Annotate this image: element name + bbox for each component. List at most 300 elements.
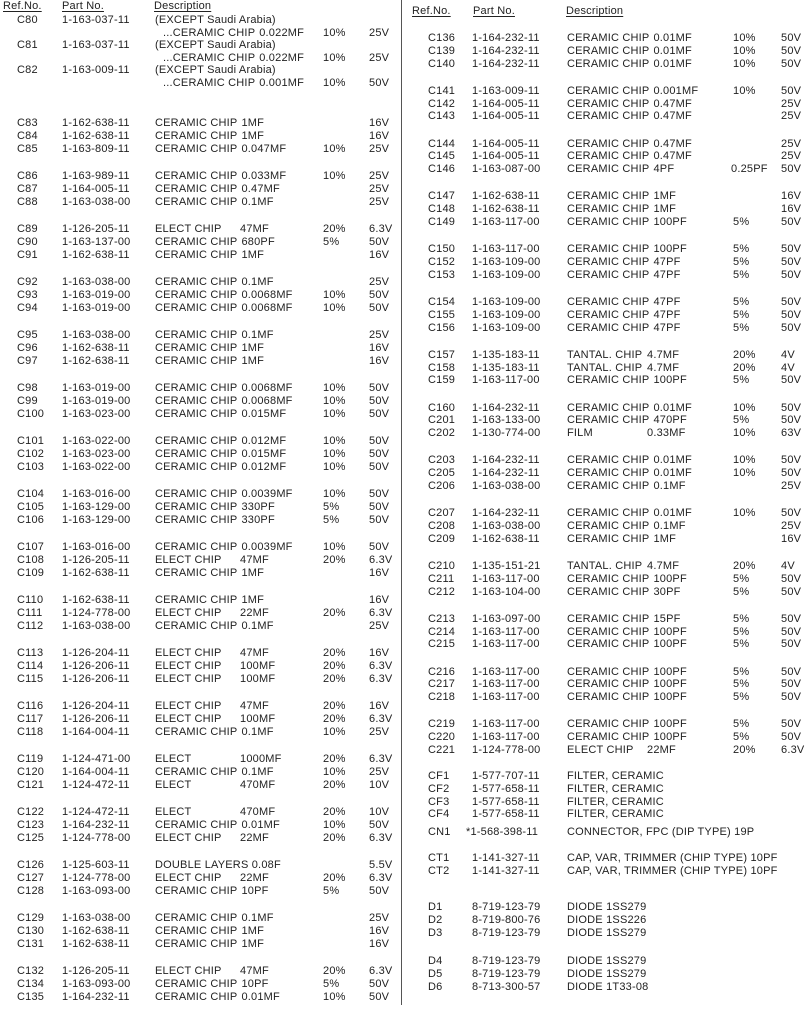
voltage: 16V xyxy=(369,924,390,937)
description: CERAMIC CHIP xyxy=(155,619,238,632)
value: 0.033MF xyxy=(241,170,287,182)
ref-no: D4 xyxy=(428,955,443,967)
value: 1MF xyxy=(241,117,265,129)
description: ...CERAMIC CHIP xyxy=(163,76,256,89)
description: CERAMIC CHIP xyxy=(567,256,650,268)
tolerance: 20% xyxy=(323,223,346,235)
voltage: 6.3V xyxy=(369,553,393,566)
description: (EXCEPT Saudi Arabia) xyxy=(155,14,276,26)
part-no: 1-164-232-11 xyxy=(472,454,540,467)
value: 0.0068MF xyxy=(241,301,293,314)
tolerance: 5% xyxy=(323,500,340,513)
voltage: 50V xyxy=(781,467,802,480)
part-no: 1-141-327-11 xyxy=(472,852,540,864)
description: CERAMIC CHIP xyxy=(567,467,650,480)
voltage: 6.3V xyxy=(369,672,393,685)
part-no: 8-719-123-79 xyxy=(472,926,541,939)
description: CERAMIC CHIP xyxy=(567,507,650,520)
description: ELECT xyxy=(155,806,192,818)
part-no: 1-163-019-00 xyxy=(62,288,131,301)
voltage: 50V xyxy=(781,321,802,334)
description: CERAMIC CHIP xyxy=(155,129,238,142)
tolerance: 20% xyxy=(323,753,346,765)
ref-no: C128 xyxy=(17,884,45,897)
description: CERAMIC CHIP xyxy=(155,182,238,195)
part-no: 1-163-117-00 xyxy=(472,665,540,678)
voltage: 25V xyxy=(781,150,802,163)
tolerance: 10% xyxy=(323,51,346,64)
value: 0.1MF xyxy=(241,276,274,288)
tolerance: 5% xyxy=(733,414,750,427)
description: CERAMIC CHIP xyxy=(567,57,650,70)
voltage: 50V xyxy=(781,638,802,651)
ref-no: C130 xyxy=(17,924,45,937)
value: 470MF xyxy=(240,778,276,791)
tolerance: 5% xyxy=(733,296,750,308)
part-no: 1-163-019-00 xyxy=(62,394,131,407)
ref-no: C81 xyxy=(17,39,38,51)
description: ELECT CHIP xyxy=(155,223,222,235)
tolerance: 10% xyxy=(323,447,346,460)
tolerance: 10% xyxy=(733,454,756,467)
tolerance: 20% xyxy=(323,831,346,844)
header-description: Description xyxy=(154,0,212,12)
tolerance: 20% xyxy=(733,348,756,361)
value: 0.022MF xyxy=(259,51,305,64)
tolerance: 5% xyxy=(323,884,340,897)
description: FILTER, CERAMIC xyxy=(567,782,664,795)
description: FILTER, CERAMIC xyxy=(567,808,664,821)
voltage: 16V xyxy=(369,341,390,354)
ref-no: C136 xyxy=(428,32,456,44)
description: CERAMIC CHIP xyxy=(155,382,238,394)
ref-no: C118 xyxy=(17,725,44,738)
tolerance: 0.25PF xyxy=(731,163,768,176)
ref-no: C101 xyxy=(17,435,45,447)
part-no: 1-163-019-00 xyxy=(62,301,131,314)
voltage: 16V xyxy=(369,594,390,606)
voltage: 25V xyxy=(369,765,390,778)
description: ELECT CHIP xyxy=(155,712,222,725)
voltage: 50V xyxy=(369,541,390,553)
value: 0.0068MF xyxy=(241,382,293,394)
tolerance: 10% xyxy=(733,401,756,414)
description: ELECT CHIP xyxy=(155,672,222,685)
tolerance: 5% xyxy=(733,572,750,585)
tolerance: 10% xyxy=(323,26,346,39)
value: 47MF xyxy=(240,553,269,566)
part-no: 1-164-005-11 xyxy=(472,150,540,163)
value: 22MF xyxy=(240,606,269,619)
ref-no: C126 xyxy=(17,859,45,871)
part-no: 1-163-117-00 xyxy=(472,625,540,638)
ref-no: C103 xyxy=(17,460,45,473)
voltage: 50V xyxy=(781,691,802,704)
voltage: 4V xyxy=(781,348,795,361)
description: CERAMIC CHIP xyxy=(155,117,238,129)
tolerance: 10% xyxy=(733,84,756,97)
value: 0.0039MF xyxy=(241,541,293,553)
description: CERAMIC CHIP xyxy=(567,150,650,163)
value: 0.01MF xyxy=(653,44,692,57)
description: DIODE 1SS279 xyxy=(567,901,647,913)
value: 4.7MF xyxy=(647,361,680,374)
description: CERAMIC CHIP xyxy=(155,235,238,248)
ref-no: C105 xyxy=(17,500,45,513)
voltage: 50V xyxy=(369,513,390,526)
description: CERAMIC CHIP xyxy=(155,435,238,447)
description: CERAMIC CHIP xyxy=(155,329,238,341)
value: 0.1MF xyxy=(241,329,274,341)
part-no: 1-163-109-00 xyxy=(472,321,541,334)
ref-no: C82 xyxy=(17,64,38,76)
description: CERAMIC CHIP xyxy=(155,541,238,553)
ref-no: C86 xyxy=(17,170,38,182)
tolerance: 10% xyxy=(323,541,346,553)
voltage: 50V xyxy=(369,977,390,990)
ref-no: CF2 xyxy=(428,782,450,795)
part-no: 1-124-471-00 xyxy=(62,753,131,765)
voltage: 25V xyxy=(369,170,390,182)
ref-no: C108 xyxy=(17,553,45,566)
part-no: 1-163-097-00 xyxy=(472,612,541,625)
voltage: 16V xyxy=(369,566,390,579)
value: 0.47MF xyxy=(241,182,280,195)
voltage: 50V xyxy=(369,394,390,407)
voltage: 6.3V xyxy=(369,223,393,235)
part-no: 1-164-232-11 xyxy=(472,32,540,44)
value: 0.01MF xyxy=(653,57,692,70)
ref-no: C212 xyxy=(428,585,456,598)
description: DOUBLE LAYERS 0.08F xyxy=(155,859,281,871)
ref-no: C144 xyxy=(428,137,456,150)
description: ELECT CHIP xyxy=(155,659,222,672)
value: 100MF xyxy=(240,712,276,725)
value: 0.012MF xyxy=(241,435,287,447)
part-no: 1-126-205-11 xyxy=(62,223,130,235)
part-no: 1-163-104-00 xyxy=(472,585,541,598)
part-no: 1-126-206-11 xyxy=(62,712,130,725)
description: CERAMIC CHIP xyxy=(155,354,238,367)
part-no: 1-135-151-21 xyxy=(472,560,541,572)
voltage: 16V xyxy=(369,248,390,261)
voltage: 50V xyxy=(369,818,390,831)
ref-no: C125 xyxy=(17,831,45,844)
ref-no: C216 xyxy=(428,665,456,678)
voltage: 5.5V xyxy=(369,859,393,871)
voltage: 16V xyxy=(369,647,390,659)
part-no: 1-163-038-00 xyxy=(472,520,541,532)
part-no: 1-163-037-11 xyxy=(62,14,130,26)
part-no: *1-568-398-11 xyxy=(466,826,539,838)
description: TANTAL. CHIP xyxy=(567,560,643,572)
ref-no: C93 xyxy=(17,288,38,301)
voltage: 25V xyxy=(369,329,390,341)
description: CERAMIC CHIP xyxy=(567,401,650,414)
description: CERAMIC CHIP xyxy=(155,142,238,155)
ref-no: C92 xyxy=(17,276,38,288)
part-no: 1-162-638-11 xyxy=(62,117,130,129)
part-no: 1-163-117-00 xyxy=(472,718,540,731)
value: 100PF xyxy=(653,374,687,387)
value: 47PF xyxy=(653,256,681,268)
part-no: 1-164-232-11 xyxy=(472,467,540,480)
value: 1MF xyxy=(241,129,265,142)
ref-no: C132 xyxy=(17,965,45,977)
part-no: 1-162-638-11 xyxy=(62,924,130,937)
value: 1000MF xyxy=(240,753,282,765)
ref-no: C139 xyxy=(428,44,456,57)
part-no: 1-164-232-11 xyxy=(472,507,540,520)
part-no: 1-162-638-11 xyxy=(472,203,540,216)
description: CERAMIC CHIP xyxy=(567,268,650,281)
part-no: 1-163-117-00 xyxy=(472,678,540,691)
description: ELECT CHIP xyxy=(155,965,222,977)
value: 100PF xyxy=(653,678,687,691)
tolerance: 5% xyxy=(733,718,750,731)
part-no: 1-126-206-11 xyxy=(62,659,130,672)
description: (EXCEPT Saudi Arabia) xyxy=(155,64,276,76)
tolerance: 20% xyxy=(733,560,756,572)
value: 1MF xyxy=(241,354,265,367)
tolerance: 10% xyxy=(323,818,346,831)
ref-no: C113 xyxy=(17,647,44,659)
voltage: 25V xyxy=(369,195,390,208)
description: CERAMIC CHIP xyxy=(155,924,238,937)
description: CERAMIC CHIP xyxy=(155,990,238,1003)
value: 100MF xyxy=(240,659,276,672)
value: 47PF xyxy=(653,296,681,308)
part-no: 1-164-005-11 xyxy=(472,137,540,150)
part-no: 1-163-019-00 xyxy=(62,382,131,394)
description: DIODE 1SS226 xyxy=(567,913,647,926)
ref-no: C107 xyxy=(17,541,45,553)
value: 10PF xyxy=(241,977,269,990)
value: 0.01MF xyxy=(241,990,280,1003)
value: 0.1MF xyxy=(241,725,274,738)
ref-no: CN1 xyxy=(428,826,451,838)
ref-no: C206 xyxy=(428,480,456,492)
part-no: 1-164-005-11 xyxy=(472,97,540,110)
ref-no: C219 xyxy=(428,718,456,731)
value: 47MF xyxy=(240,647,269,659)
part-no: 1-164-004-11 xyxy=(62,765,130,778)
ref-no: C114 xyxy=(17,659,44,672)
header-description: Description xyxy=(566,5,624,17)
tolerance: 5% xyxy=(733,731,750,744)
ref-no: CF3 xyxy=(428,795,450,808)
voltage: 63V xyxy=(781,427,802,440)
value: 0.1MF xyxy=(241,765,274,778)
part-no: 1-577-658-11 xyxy=(472,795,540,808)
tolerance: 5% xyxy=(733,216,750,228)
value: 0.015MF xyxy=(241,407,287,420)
part-no: 1-141-327-11 xyxy=(472,864,540,877)
description: ELECT CHIP xyxy=(155,871,222,884)
voltage: 50V xyxy=(781,507,802,520)
part-no: 1-135-183-11 xyxy=(472,348,540,361)
value: 47MF xyxy=(240,223,269,235)
part-no: 1-163-109-00 xyxy=(472,308,541,321)
ref-no: C159 xyxy=(428,374,456,387)
part-no: 1-163-117-00 xyxy=(472,731,540,744)
voltage: 25V xyxy=(369,725,390,738)
part-no: 1-163-038-00 xyxy=(62,276,131,288)
value: 0.015MF xyxy=(241,447,287,460)
value: 0.1MF xyxy=(241,195,274,208)
ref-no: C131 xyxy=(17,937,45,950)
voltage: 50V xyxy=(369,500,390,513)
value: 47MF xyxy=(240,965,269,977)
ref-no: C213 xyxy=(428,612,456,625)
voltage: 16V xyxy=(369,117,390,129)
tolerance: 5% xyxy=(733,612,750,625)
voltage: 6.3V xyxy=(369,965,393,977)
description: CERAMIC CHIP xyxy=(155,447,238,460)
ref-no: C89 xyxy=(17,223,38,235)
voltage: 50V xyxy=(781,401,802,414)
part-no: 1-163-038-00 xyxy=(472,480,541,492)
part-no: 1-163-093-00 xyxy=(62,977,131,990)
description: CERAMIC CHIP xyxy=(155,288,238,301)
value: 330PF xyxy=(241,513,275,526)
part-no: 1-162-638-11 xyxy=(62,129,130,142)
part-no: 1-162-638-11 xyxy=(62,594,130,606)
tolerance: 10% xyxy=(733,507,756,520)
value: 470MF xyxy=(240,806,276,818)
header-ref-no: Ref.No. xyxy=(412,5,451,17)
part-no: 1-164-232-11 xyxy=(472,401,540,414)
ref-no: C90 xyxy=(17,235,38,248)
tolerance: 10% xyxy=(323,288,346,301)
tolerance: 5% xyxy=(733,638,750,651)
ref-no: C210 xyxy=(428,560,456,572)
ref-no: C157 xyxy=(428,348,456,361)
ref-no: C202 xyxy=(428,427,456,440)
value: 100PF xyxy=(653,243,687,256)
part-no: 1-163-117-00 xyxy=(472,216,540,228)
part-no: 1-163-037-11 xyxy=(62,39,130,51)
tolerance: 10% xyxy=(733,32,756,44)
part-no: 1-163-023-00 xyxy=(62,407,131,420)
ref-no: C208 xyxy=(428,520,456,532)
value: 0.1MF xyxy=(653,480,686,492)
value: 0.33MF xyxy=(647,427,686,440)
voltage: 50V xyxy=(781,32,802,44)
ref-no: C207 xyxy=(428,507,456,520)
description: CERAMIC CHIP xyxy=(155,594,238,606)
description: CERAMIC CHIP xyxy=(155,765,238,778)
tolerance: 20% xyxy=(323,712,346,725)
part-no: 1-126-204-11 xyxy=(62,700,130,712)
voltage: 25V xyxy=(369,142,390,155)
description: CERAMIC CHIP xyxy=(567,638,650,651)
value: 0.01MF xyxy=(653,454,692,467)
voltage: 4V xyxy=(781,361,795,374)
tolerance: 10% xyxy=(323,488,346,500)
value: 1MF xyxy=(653,190,677,203)
part-no: 1-162-638-11 xyxy=(472,190,540,203)
ref-no: C98 xyxy=(17,382,38,394)
voltage: 6.3V xyxy=(781,744,805,756)
description: ELECT CHIP xyxy=(155,606,222,619)
description: ELECT xyxy=(155,753,192,765)
ref-no: C145 xyxy=(428,150,456,163)
ref-no: C135 xyxy=(17,990,45,1003)
value: 0.01MF xyxy=(653,32,692,44)
ref-no: CT1 xyxy=(428,852,450,864)
ref-no: C80 xyxy=(17,14,38,26)
description: ELECT CHIP xyxy=(567,744,634,756)
description: ELECT xyxy=(155,778,192,791)
part-no: 1-124-778-00 xyxy=(62,871,131,884)
part-no: 1-130-774-00 xyxy=(472,427,541,440)
part-no: 1-163-023-00 xyxy=(62,447,131,460)
ref-no: C109 xyxy=(17,566,45,579)
tolerance: 20% xyxy=(323,700,346,712)
voltage: 50V xyxy=(781,678,802,691)
part-no: 1-162-638-11 xyxy=(472,532,540,545)
tolerance: 10% xyxy=(323,725,346,738)
ref-no: C100 xyxy=(17,407,45,420)
voltage: 50V xyxy=(781,612,802,625)
tolerance: 5% xyxy=(733,665,750,678)
voltage: 50V xyxy=(369,382,390,394)
part-no: 8-719-800-76 xyxy=(472,913,541,926)
part-no: 1-164-232-11 xyxy=(62,990,130,1003)
ref-no: C143 xyxy=(428,110,456,123)
tolerance: 5% xyxy=(733,308,750,321)
tolerance: 10% xyxy=(323,382,346,394)
value: 1MF xyxy=(241,341,265,354)
value: 0.47MF xyxy=(653,137,692,150)
description: CERAMIC CHIP xyxy=(155,725,238,738)
voltage: 50V xyxy=(369,76,390,89)
description: CERAMIC CHIP xyxy=(155,500,238,513)
ref-no: C87 xyxy=(17,182,38,195)
description: CERAMIC CHIP xyxy=(567,216,650,228)
tolerance: 10% xyxy=(323,407,346,420)
ref-no: C115 xyxy=(17,672,44,685)
voltage: 16V xyxy=(781,190,802,203)
part-no: 1-162-638-11 xyxy=(62,248,130,261)
value: 330PF xyxy=(241,500,275,513)
voltage: 25V xyxy=(781,520,802,532)
value: 1MF xyxy=(241,924,265,937)
part-no: 1-164-004-11 xyxy=(62,725,130,738)
voltage: 50V xyxy=(781,256,802,268)
ref-no: C116 xyxy=(17,700,44,712)
voltage: 25V xyxy=(369,619,390,632)
description: CERAMIC CHIP xyxy=(567,110,650,123)
value: 0.01MF xyxy=(241,818,280,831)
ref-no: CT2 xyxy=(428,864,450,877)
description: CERAMIC CHIP xyxy=(155,341,238,354)
value: 100PF xyxy=(653,638,687,651)
ref-no: C201 xyxy=(428,414,456,427)
ref-no: C140 xyxy=(428,57,456,70)
tolerance: 10% xyxy=(733,57,756,70)
ref-no: C95 xyxy=(17,329,38,341)
tolerance: 10% xyxy=(323,170,346,182)
tolerance: 10% xyxy=(323,435,346,447)
voltage: 25V xyxy=(781,137,802,150)
value: 0.47MF xyxy=(653,97,692,110)
part-no: 8-719-123-79 xyxy=(472,955,541,967)
tolerance: 20% xyxy=(323,672,346,685)
tolerance: 10% xyxy=(323,142,346,155)
description: CERAMIC CHIP xyxy=(155,937,238,950)
